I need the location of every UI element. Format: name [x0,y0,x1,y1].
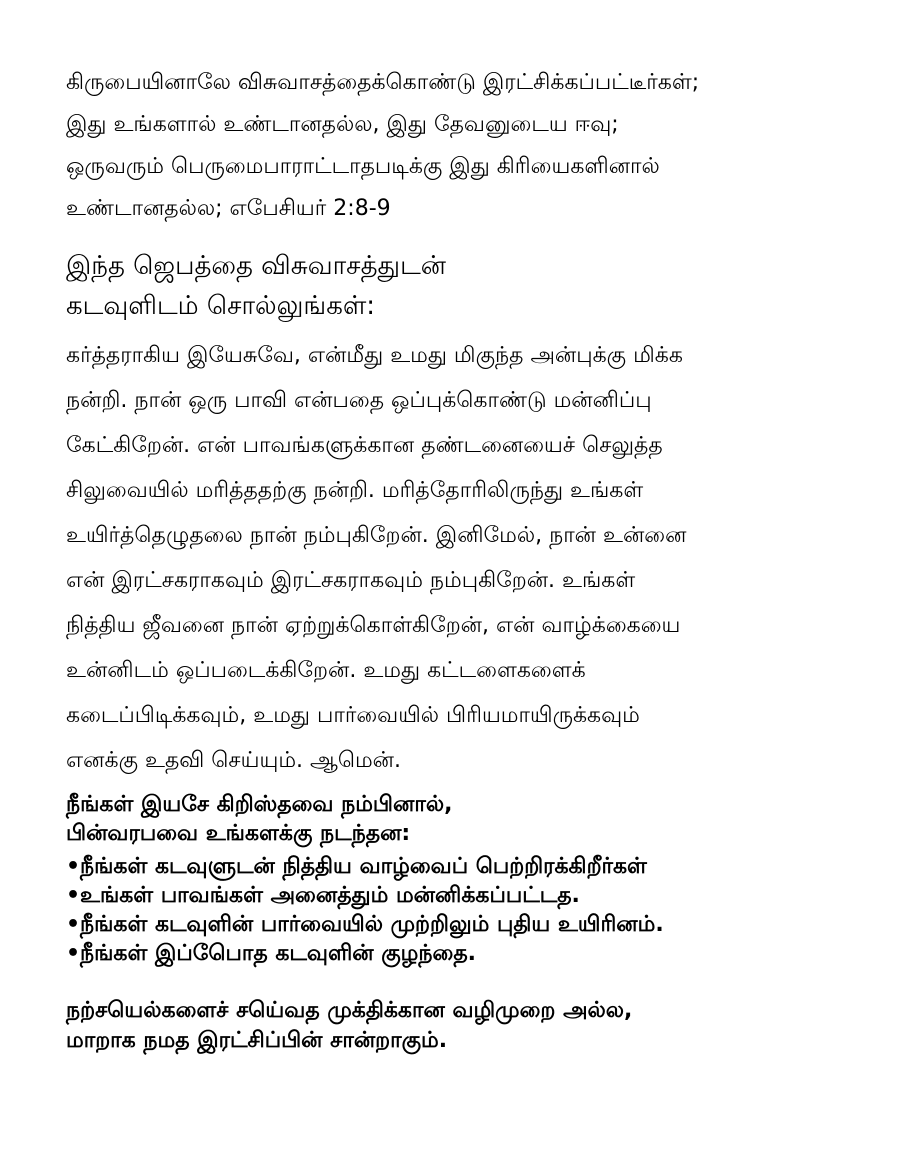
believe-heading [66,790,886,848]
prayer-line: நன்றி. நான் ஒரு பாவி என்பதை ஒப்புக்கொண்டு மன்னிப்பு [66,388,652,413]
heading-line: இந்த ஜெபத்தை விசுவாசத்துடன் [66,251,446,281]
heading-line: கடவுளிடம் சொல்லுங்கள்: [66,291,376,321]
verse-line: ஒருவரும் பெருமைபாராட்டாதபடிக்கு இது கிரியைகளினால் [66,154,660,179]
prayer-text [66,333,856,783]
list-item [66,939,886,968]
prayer-line: என் இரட்சகராகவும் இரட்சகராகவும் நம்புகிறேன். உங்கள் [66,568,636,593]
benefits-list [66,852,886,968]
prayer-line: உயிர்த்தெழுதலை நான் நம்புகிறேன். இனிமேல், நான் உன்னை [66,523,687,548]
prayer-line: எனக்கு உதவி செய்யும். ஆமென். [66,748,401,773]
prayer-line: சிலுவையில் மரித்ததற்கு நன்றி. மரித்தோரிலிருந்து உங்கள் [66,478,644,503]
prayer-line: கேட்கிறேன். என் பாவங்களுக்கான தண்டனையைச் செலுத்த [66,433,663,458]
closing-line: நற்சயெல்களைச் சயெ்வத முக்திக்கான வழிமுறை அல்ல, [66,998,633,1023]
list-item-text: நீங்கள் இப்பொேத கடவுளின் குழந்தை. [80,941,477,966]
verse-line: உண்டானதல்ல; எபேசியர் 2:8-9 [66,196,391,221]
bullet-icon: • [66,941,81,966]
list-item-text: நீங்கள் கடவுளின் பார்வையில் முற்றிலும் புதிய உயிரினம். [80,912,664,937]
list-item [66,852,886,881]
closing-line: மாறாக நமத இரட்சிப்பின் சான்றாகும். [66,1028,448,1053]
bullet-icon: • [66,883,81,908]
bullet-icon: • [66,912,81,937]
scripture-verse [66,62,866,230]
list-item [66,881,886,910]
list-item-text: உங்கள் பாவங்கள் அனைத்தும் மன்னிக்கப்பட்டத. [80,883,580,908]
bullet-icon: • [66,854,81,879]
prayer-line: நித்திய ஜீவனை நான் ஏற்றுக்கொள்கிறேன், என் வாழ்க்கையை [66,613,681,638]
believe-heading-line: பின்வரபவை உங்களக்கு நடந்தன: [66,821,411,846]
verse-line: இது உங்களால் உண்டானதல்ல, இது தேவனுடைய ஈவு; [66,112,619,137]
believe-heading-line: நீங்கள் இயசே கிறிஸ்தவை நம்பினால், [66,792,453,817]
list-item [66,910,886,939]
prayer-line: உன்னிடம் ஒப்படைக்கிறேன். உமது கட்டளைகளைக் [66,658,586,683]
prayer-line: கடைப்பிடிக்கவும், உமது பார்வையில் பிரியமாயிருக்கவும் [66,703,640,728]
prayer-heading [66,246,866,326]
closing-statement [66,996,886,1056]
verse-line: கிருபையினாலே விசுவாசத்தைக்கொண்டு இரட்சிக்கப்பட்டீர்கள்; [66,70,700,95]
prayer-line: கர்த்தராகிய இயேசுவே, என்மீது உமது மிகுந்த அன்புக்கு மிக்க [66,343,683,368]
list-item-text: நீங்கள் கடவுளுடன் நித்திய வாழ்வைப் பெற்றிரக்கிறீர்கள் [80,854,647,879]
